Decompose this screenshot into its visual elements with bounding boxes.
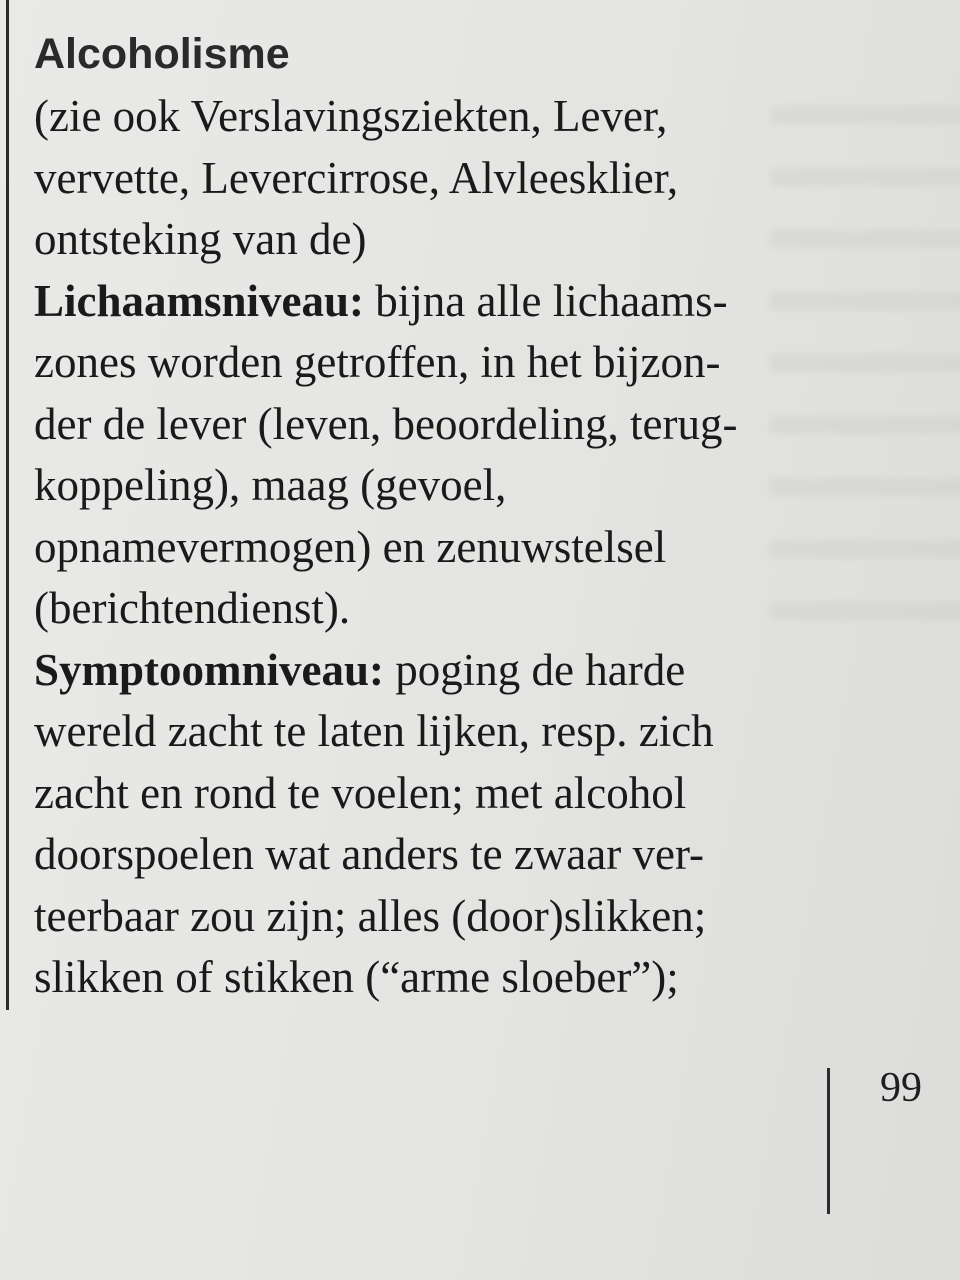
entry-title: Alcoholisme — [34, 30, 290, 78]
body-level-line: (berichtendienst). — [34, 583, 351, 633]
body-level-line: zones worden getroffen, in het bijzon- — [34, 337, 721, 387]
symptom-level-line: teerbaar zou zijn; alles (door)slikken; — [34, 890, 707, 941]
see-also-line: (zie ook Verslavingsziekten, Lever, — [34, 91, 668, 141]
left-margin-rule — [6, 0, 9, 1010]
symptom-level-paragraph — [34, 640, 814, 1009]
body-level-line: opnamevermogen) en zenuwstelsel — [34, 521, 667, 572]
body-level-paragraph — [34, 271, 814, 640]
page-number-rule — [827, 1068, 830, 1214]
symptom-level-line: wereld zacht te laten lijken, resp. zich — [34, 706, 714, 756]
body-level-label: Lichaamsniveau: — [34, 275, 365, 326]
body-level-first-line — [34, 271, 814, 333]
symptom-level-label: Symptoomniveau: — [34, 644, 385, 695]
symptom-level-text: poging de harde — [384, 644, 686, 695]
symptom-level-line: zacht en rond te voelen; met alcohol — [34, 767, 687, 818]
symptom-level-line: slikken of stikken (“arme sloeber”); — [34, 952, 679, 1002]
body-level-line: koppeling), maag (gevoel, — [34, 460, 507, 510]
see-also-line: vervette, Levercirrose, Alvleesklier, — [34, 152, 679, 203]
body-level-line: der de lever (leven, beoordeling, terug- — [34, 398, 738, 449]
symptom-level-first-line — [34, 640, 814, 702]
body-level-text: bijna alle lichaams- — [364, 275, 728, 326]
page-number: 99 — [880, 1065, 922, 1111]
entry-content — [34, 22, 814, 1009]
symptom-level-line: doorspoelen wat anders te zwaar ver- — [34, 829, 705, 879]
see-also-paragraph — [34, 86, 814, 271]
see-also-line: ontsteking van de) — [34, 214, 367, 264]
